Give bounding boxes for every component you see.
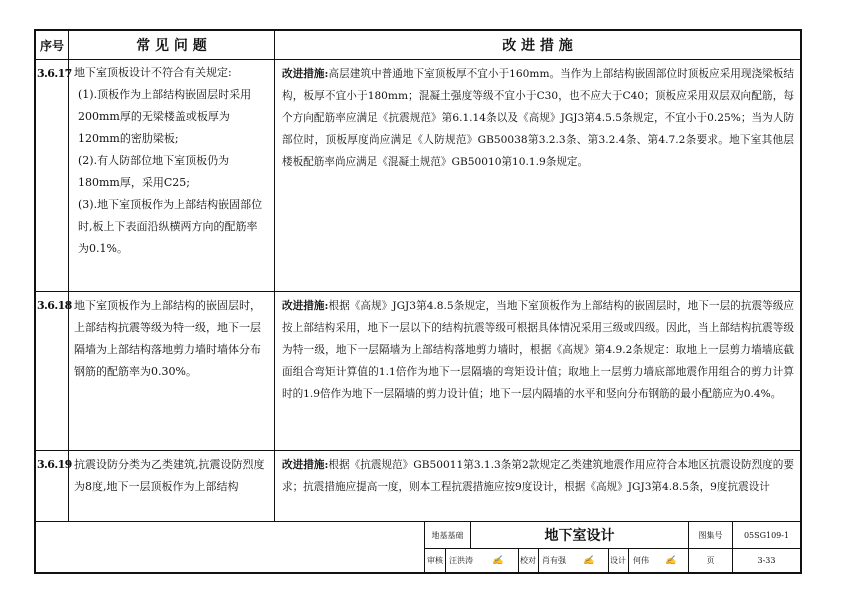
header-rule bbox=[34, 59, 801, 60]
reviewer-name: 汪洪涛 bbox=[449, 556, 473, 565]
problem-line: 抗震设防分类为乙类建筑,抗震设防烈度为8度,地下一层顶板作为上部结构 bbox=[74, 458, 265, 493]
problem-text bbox=[74, 295, 268, 449]
page-label: 页 bbox=[706, 556, 715, 565]
problem-line: (3).地下室顶板作为上部结构嵌固部位时,板上下表面沿纵横两方向的配筋率为0.1%。 bbox=[78, 198, 263, 255]
problem-line: 地下室顶板设计不符合有关规定: bbox=[74, 66, 232, 79]
header-measure: 改 进 措 施 bbox=[502, 38, 573, 54]
measure-lead: 改进措施: bbox=[282, 459, 329, 471]
col-rule-num bbox=[68, 29, 69, 521]
row-number: 3.6.18 bbox=[37, 299, 72, 312]
tb-sep bbox=[445, 549, 446, 572]
problem-text bbox=[74, 62, 268, 290]
row-number: 3.6.19 bbox=[37, 458, 72, 471]
check-label: 校对 bbox=[520, 556, 536, 565]
measure-text bbox=[282, 454, 794, 520]
measure-lead: 改进措施: bbox=[282, 300, 329, 312]
measure-body: 高层建筑中普通地下室顶板厚不宜小于160mm。当作为上部结构嵌固部位时顶板应采用现浇梁板结构，板厚不宜小于180mm；混凝土强度等级不宜小于C30，也不应大于C40；顶板应采用双层双向配筋，每个方向配筋率应满足《抗震规范》第6.1.14条以及《高规》JGJ3第4.5.5条规定，不宜小于0.25%；当为人防部位时，顶板厚度尚应满足《人防规范》GB50038第3.2.3条、第3.2.4条、第4.7.2条要求。地下室其他层楼板配筋率尚应满足《混凝土规范》GB50010第10.1.9条规定。 bbox=[282, 68, 794, 168]
titleblock-category: 地基基础 bbox=[431, 530, 464, 540]
measure-text bbox=[282, 63, 794, 289]
tb-sep bbox=[538, 549, 539, 572]
problem-line: (2).有人防部位地下室顶板仍为180mm厚，采用C25; bbox=[78, 154, 230, 189]
designer-name: 何伟 bbox=[633, 556, 649, 565]
titleblock-title: 地下室设计 bbox=[544, 528, 615, 544]
atlas-label: 图集号 bbox=[698, 530, 723, 540]
page-number: 3-33 bbox=[757, 556, 776, 565]
problem-line: (1).顶板作为上部结构嵌固层时采用200mm厚的无梁楼盖或板厚为120mm的密肋梁板; bbox=[78, 88, 252, 145]
frame-right bbox=[800, 29, 802, 574]
designer-signature: ✍ bbox=[665, 555, 677, 566]
tb-sep bbox=[608, 549, 609, 572]
header-problem: 常 见 问 题 bbox=[136, 38, 207, 54]
problem-line: 地下室顶板作为上部结构的嵌固层时，上部结构抗震等级为特一级，地下一层隔墙为上部结构落地剪力墙时墙体分布钢筋的配筋率为0.30%。 bbox=[74, 299, 261, 378]
reviewer-signature: ✍ bbox=[492, 555, 504, 566]
checker-name: 肖有强 bbox=[542, 556, 566, 565]
measure-text bbox=[282, 295, 794, 449]
checker-signature: ✍ bbox=[583, 555, 595, 566]
measure-body: 根据《抗震规范》GB50011第3.1.3条第2款规定乙类建筑地震作用应符合本地区抗震设防烈度的要求；抗震措施应提高一度，则本工程抗震措施应按9度设计，根据《高规》JGJ3第4.8.5条，9度抗震设计 bbox=[282, 459, 794, 493]
frame-bottom bbox=[34, 572, 801, 574]
tb-sep bbox=[628, 549, 629, 572]
header-num: 序号 bbox=[39, 38, 64, 53]
problem-text bbox=[74, 454, 268, 520]
measure-lead: 改进措施: bbox=[282, 68, 329, 80]
design-label: 设计 bbox=[610, 556, 626, 565]
row-rule-2 bbox=[34, 450, 801, 451]
measure-body: 根据《高规》JGJ3第4.8.5条规定，当地下室顶板作为上部结构的嵌固层时，地下一层的抗震等级应按上部结构采用，地下一层以下的结构抗震等级可根据具体情况采用三级或四级。因此，当上部结构抗震等级为特一级，地下一层隔墙为上部结构落地剪力墙时，根据《高规》第4.9.2条规定：取地上一层剪力墙墙底截面组合弯矩计算值的1.1倍作为地下一层隔墙的弯矩设计值；取地上一层剪力墙底部地震作用组合的剪力计算时的1.9倍作为地下一层隔墙的剪力设计值；地下一层内隔墙的水平和竖向分布钢筋的最小配筋应为0.4%。 bbox=[282, 300, 794, 400]
col-rule-problem bbox=[274, 29, 275, 521]
atlas-number: 05SG109-1 bbox=[743, 530, 790, 540]
row-number: 3.6.17 bbox=[37, 67, 72, 80]
tb-sep bbox=[518, 549, 519, 572]
row-rule-1 bbox=[34, 291, 801, 292]
review-label: 审核 bbox=[427, 556, 443, 565]
